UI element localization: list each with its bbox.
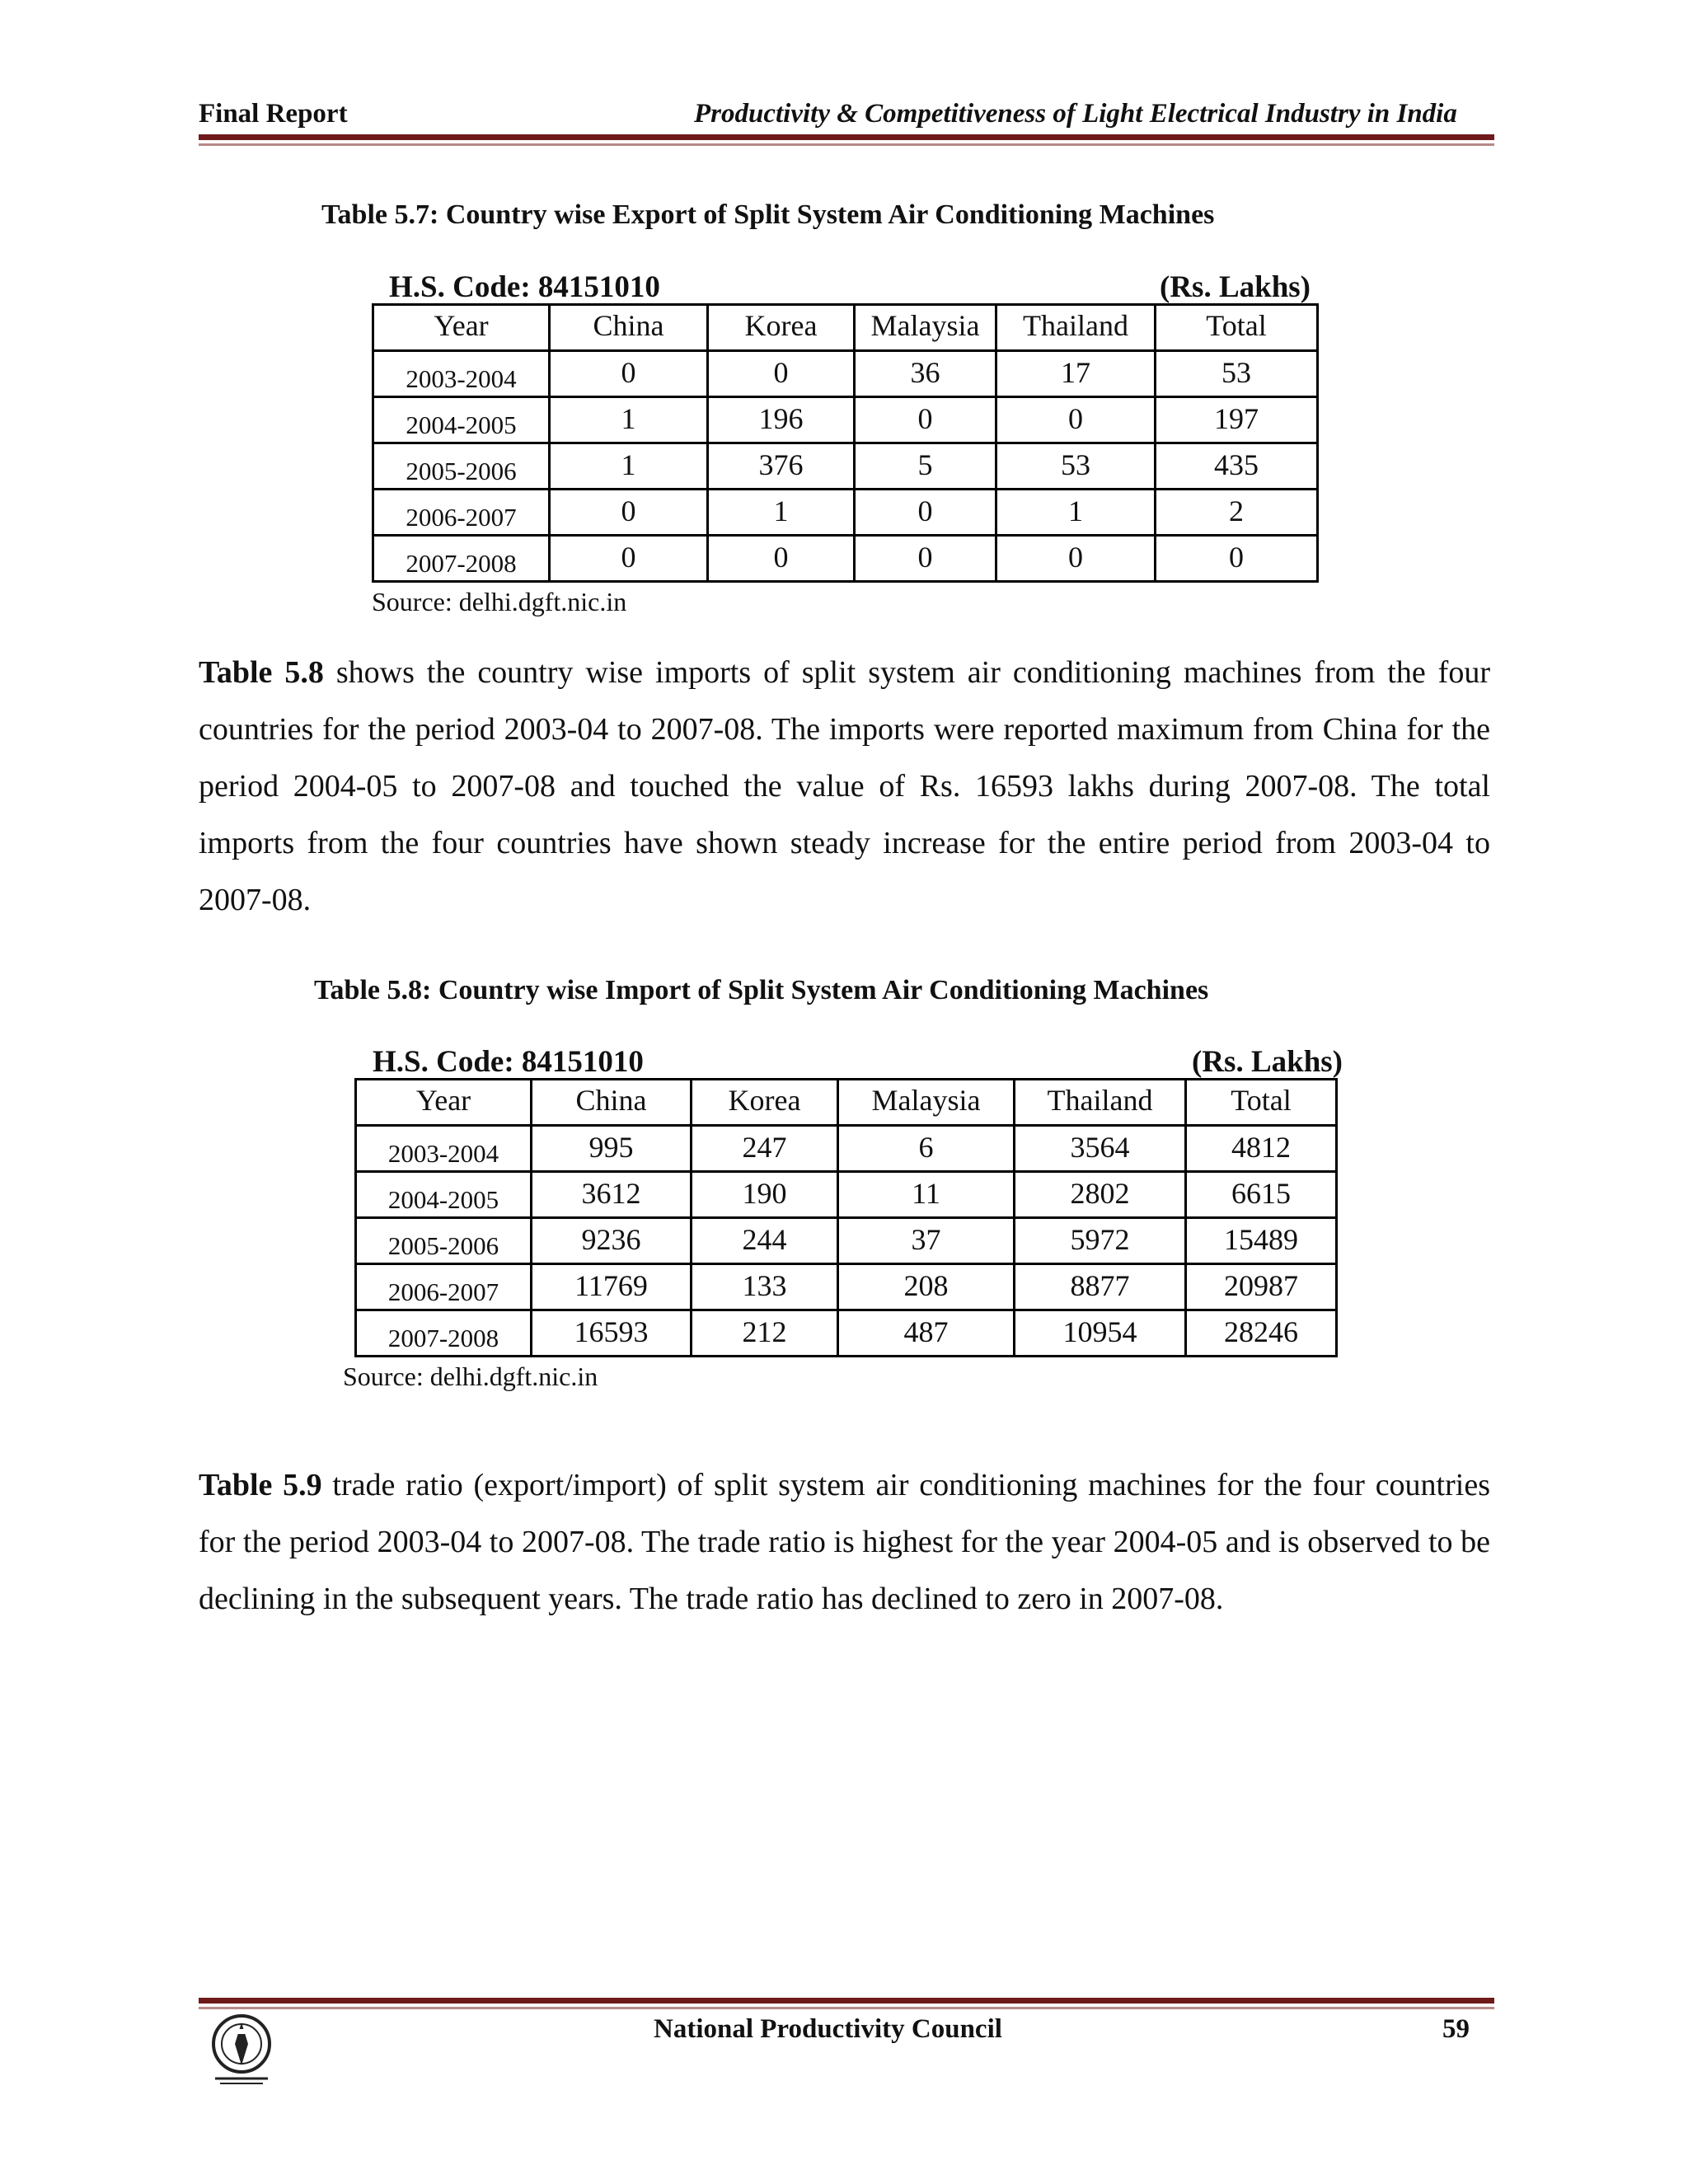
column-header: China [532,1080,692,1126]
table-cell: 36 [855,351,996,397]
table-cell: 3564 [1015,1126,1186,1172]
table-cell: 435 [1156,443,1318,490]
paragraph-table-5-9-description [199,1457,1490,1628]
table-cell-year: 2006-2007 [373,490,550,536]
table-cell: 0 [550,490,708,536]
table-cell-year: 2006-2007 [356,1264,532,1310]
column-header: Year [373,305,550,351]
table-cell: 2 [1156,490,1318,536]
column-header: Thailand [1015,1080,1186,1126]
table-row [356,1310,1337,1357]
header-left-title: Final Report [199,99,348,129]
table-cell: 53 [1156,351,1318,397]
table-5-7 [372,303,1319,583]
table-row [356,1218,1337,1264]
table-cell: 0 [996,536,1156,582]
table-cell-year: 2007-2008 [373,536,550,582]
table-cell: 208 [838,1264,1015,1310]
column-header: Malaysia [855,305,996,351]
table-5-8-units: (Rs. Lakhs) [1192,1045,1343,1079]
table-cell: 53 [996,443,1156,490]
column-header: Korea [708,305,855,351]
table-cell: 4812 [1186,1126,1337,1172]
table-cell-year: 2004-2005 [356,1172,532,1218]
table-cell: 197 [1156,397,1318,443]
table-cell-year: 2004-2005 [373,397,550,443]
header-right-title: Productivity & Competitiveness of Light Electrical Industry in India [694,99,1457,129]
table-5-7-units: (Rs. Lakhs) [1160,270,1311,304]
table-5-7-caption: Table 5.7: Country wise Export of Split System Air Conditioning Machines [321,199,1215,230]
table-cell: 0 [855,536,996,582]
table-header-row [356,1080,1337,1126]
table-cell: 9236 [532,1218,692,1264]
header-rule [199,134,1494,140]
column-header: Thailand [996,305,1156,351]
table-cell: 0 [855,490,996,536]
column-header: China [550,305,708,351]
table-cell: 0 [550,536,708,582]
footer-title: National Productivity Council [654,2014,1002,2044]
table-cell: 0 [708,351,855,397]
table-header-row [373,305,1318,351]
table-5-7-source: Source: delhi.dgft.nic.in [372,587,627,616]
table-cell: 487 [838,1310,1015,1357]
column-header: Korea [692,1080,838,1126]
table-cell: 6615 [1186,1172,1337,1218]
table-cell: 15489 [1186,1218,1337,1264]
table-cell: 28246 [1186,1310,1337,1357]
table-cell: 3612 [532,1172,692,1218]
table-cell: 190 [692,1172,838,1218]
table-cell: 244 [692,1218,838,1264]
table-cell: 0 [708,536,855,582]
table-cell: 1 [708,490,855,536]
table-cell: 8877 [1015,1264,1186,1310]
table-cell: 995 [532,1126,692,1172]
table-cell: 37 [838,1218,1015,1264]
table-row [373,397,1318,443]
column-header: Total [1156,305,1318,351]
footer-rule [199,1998,1494,2004]
table-cell-year: 2007-2008 [356,1310,532,1357]
table-cell: 212 [692,1310,838,1357]
paragraph-bold-ref: Table 5.8 [199,655,324,690]
table-row [373,490,1318,536]
table-cell: 0 [996,397,1156,443]
table-cell: 11 [838,1172,1015,1218]
table-cell: 376 [708,443,855,490]
table-cell: 1 [996,490,1156,536]
column-header: Total [1186,1080,1337,1126]
table-row [373,351,1318,397]
table-cell: 16593 [532,1310,692,1357]
table-row [356,1172,1337,1218]
paragraph-table-5-8-description [199,644,1490,929]
table-cell: 133 [692,1264,838,1310]
table-cell: 10954 [1015,1310,1186,1357]
table-cell: 1 [550,443,708,490]
table-cell: 196 [708,397,855,443]
table-cell-year: 2005-2006 [373,443,550,490]
paragraph-text: shows the country wise imports of split system air conditioning machines from the four countries for the period 2003-04 to 2007-08. The imports were reported maximum from China for the period 2004-05 to 2007-08 and touched the value of Rs. 16593 lakhs during 2007-08. The total imports from the four countries have shown steady increase for the entire period from 2003-04 to 2007-08. [199,655,1490,917]
table-cell: 11769 [532,1264,692,1310]
table-5-8-caption: Table 5.8: Country wise Import of Split System Air Conditioning Machines [314,975,1209,1005]
column-header: Malaysia [838,1080,1015,1126]
header-rule-thin [199,143,1494,146]
paragraph-text: trade ratio (export/import) of split system air conditioning machines for the four countries for the period 2003-04 to 2007-08. The trade ratio is highest for the year 2004-05 and is observed to be declining in the subsequent years. The trade ratio has declined to zero in 2007-08. [199,1468,1490,1616]
column-header: Year [356,1080,532,1126]
page-number: 59 [1442,2014,1470,2044]
table-cell: 20987 [1186,1264,1337,1310]
national-productivity-council-logo-icon [199,2004,284,2090]
table-cell: 5 [855,443,996,490]
table-row [356,1264,1337,1310]
table-cell: 1 [550,397,708,443]
table-cell: 6 [838,1126,1015,1172]
table-row [373,536,1318,582]
paragraph-bold-ref: Table 5.9 [199,1468,322,1502]
table-cell-year: 2003-2004 [373,351,550,397]
table-cell: 0 [550,351,708,397]
table-5-8-source: Source: delhi.dgft.nic.in [343,1361,598,1391]
table-5-7-hs-code: H.S. Code: 84151010 [389,270,660,304]
table-cell-year: 2005-2006 [356,1218,532,1264]
table-row [356,1126,1337,1172]
table-cell: 0 [1156,536,1318,582]
footer-rule-thin [199,2007,1494,2009]
table-cell-year: 2003-2004 [356,1126,532,1172]
table-cell: 5972 [1015,1218,1186,1264]
table-5-8-hs-code: H.S. Code: 84151010 [373,1045,644,1079]
table-cell: 2802 [1015,1172,1186,1218]
table-row [373,443,1318,490]
table-cell: 17 [996,351,1156,397]
table-cell: 247 [692,1126,838,1172]
table-cell: 0 [855,397,996,443]
table-5-8 [354,1078,1338,1357]
